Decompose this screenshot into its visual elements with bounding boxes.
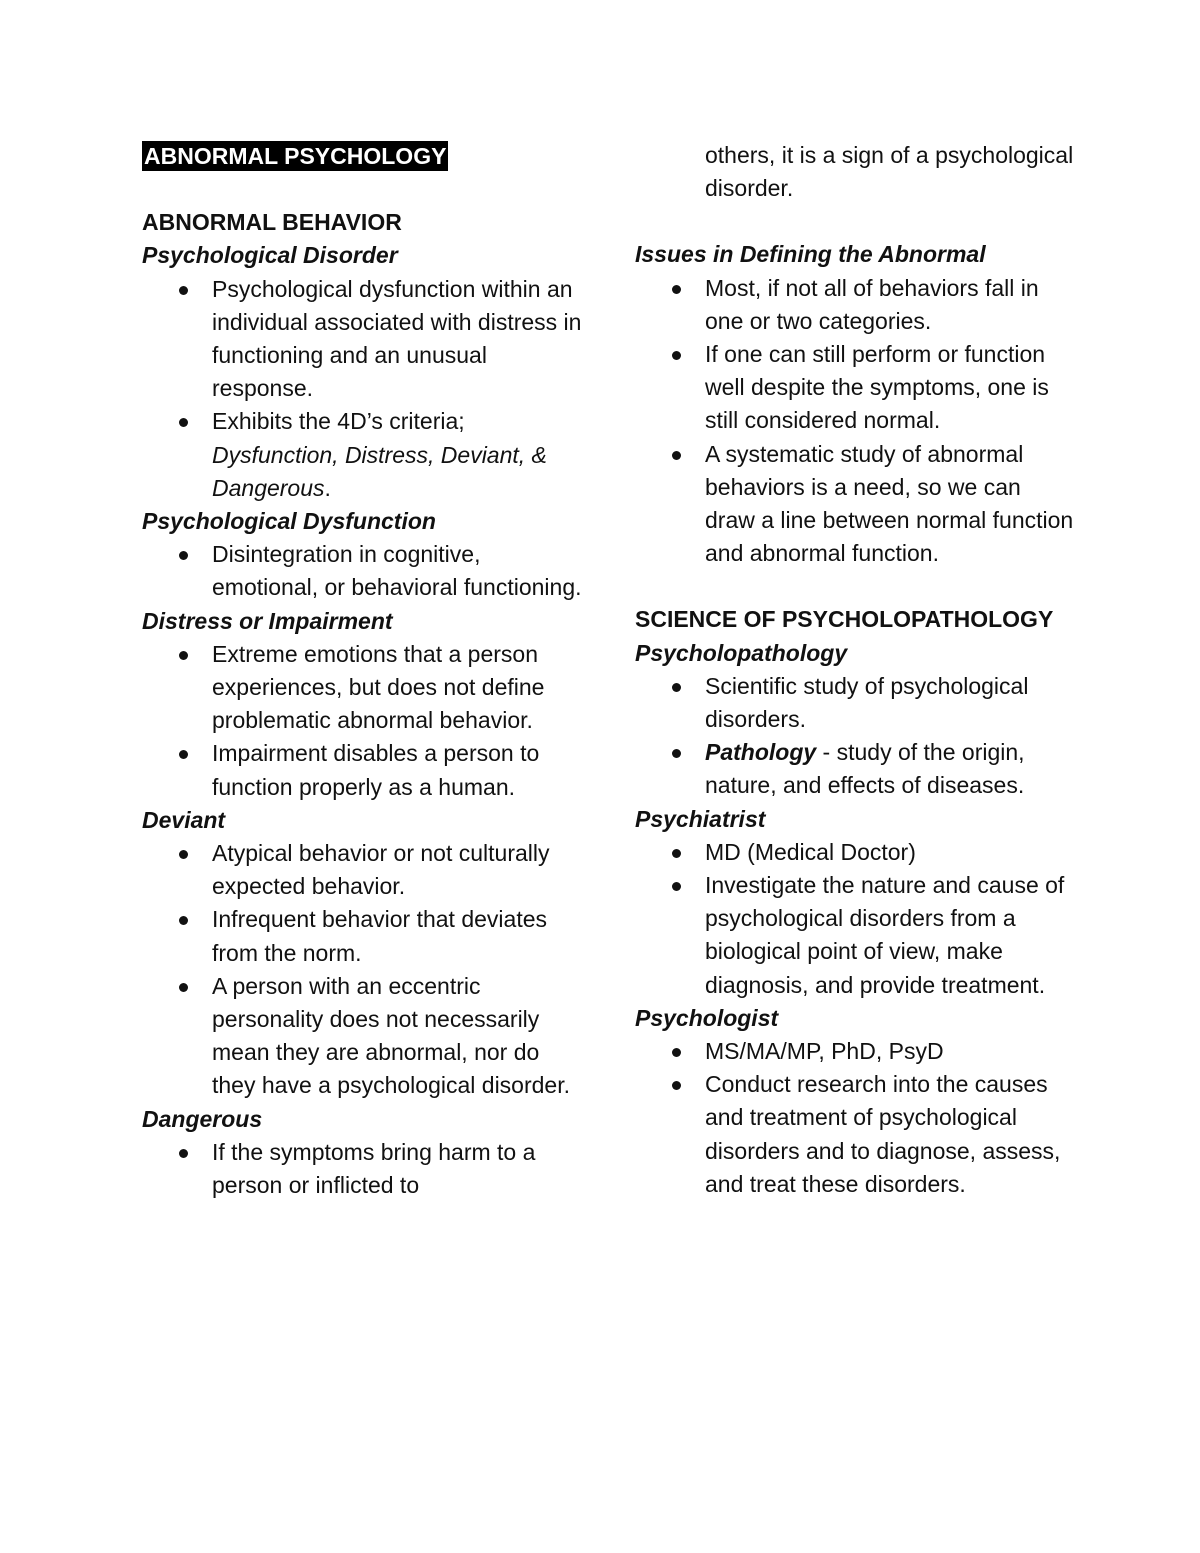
title-row — [142, 139, 582, 173]
list-item: A person with an eccentric personality does not necessarily mean they are abnormal, nor do they have a psychological disorder. — [212, 970, 582, 1103]
list-item: Investigate the nature and cause of psychological disorders from a biological point of view, make diagnosis, and provide treatment. — [705, 869, 1075, 1002]
spacer — [635, 570, 1075, 603]
list-item: Impairment disables a person to function properly as a human. — [212, 737, 582, 803]
list-item: Most, if not all of behaviors fall in one or two categories. — [705, 272, 1075, 338]
list-item: If one can still perform or function well despite the symptoms, one is still considered normal. — [705, 338, 1075, 438]
list-psychological-dysfunction — [142, 538, 582, 604]
spacer — [635, 205, 1075, 238]
list-deviant — [142, 837, 582, 1103]
heading-psychiatrist: Psychiatrist — [635, 805, 766, 832]
list-item-italic-text: Dysfunction, Distress, Deviant, & Dangerous — [212, 441, 547, 501]
list-item: MS/MA/MP, PhD, PsyD — [705, 1035, 1075, 1068]
heading-psychological-disorder: Psychological Disorder — [142, 242, 398, 269]
right-column — [635, 139, 1075, 1201]
list-item: Scientific study of psychological disorders. — [705, 670, 1075, 736]
list-item — [705, 736, 1075, 802]
heading-psychopathology: Psycholopathology — [635, 639, 848, 666]
list-item: Psychological dysfunction within an individual associated with distress in functioning and an unusual response. — [212, 273, 582, 406]
heading-distress-or-impairment: Distress or Impairment — [142, 607, 393, 634]
list-psychological-disorder — [142, 273, 582, 505]
list-item: A systematic study of abnormal behaviors is a need, so we can draw a line between normal function and abnormal function. — [705, 438, 1075, 571]
list-item-text: Exhibits the 4D’s criteria; — [212, 408, 465, 435]
list-distress-or-impairment — [142, 638, 582, 804]
spacer — [142, 173, 582, 206]
list-item: Atypical behavior or not culturally expected behavior. — [212, 837, 582, 903]
list-item — [212, 405, 582, 505]
document-title: ABNORMAL PSYCHOLOGY — [144, 143, 447, 169]
list-issues-defining-abnormal — [635, 272, 1075, 571]
list-psychologist — [635, 1035, 1075, 1201]
heading-deviant: Deviant — [142, 806, 226, 833]
list-psychopathology — [635, 670, 1075, 803]
list-item: If the symptoms bring harm to a person or inflicted to — [212, 1136, 582, 1202]
list-item-continuation: others, it is a sign of a psychological disorder. — [705, 142, 1074, 202]
list-psychiatrist — [635, 836, 1075, 1002]
left-column — [142, 139, 582, 1202]
list-dangerous — [142, 1136, 582, 1202]
list-item: Disintegration in cognitive, emotional, or behavioral functioning. — [212, 538, 582, 604]
list-item: Extreme emotions that a person experiences, but does not define problematic abnormal behavior. — [212, 638, 582, 738]
section-heading-science-of-psychopathology: SCIENCE OF PSYCHOLOPATHOLOGY — [635, 606, 1054, 633]
list-item-text: - study of the origin, nature, and effects of diseases. — [705, 739, 1025, 799]
list-item: Infrequent behavior that deviates from the norm. — [212, 903, 582, 969]
heading-issues-defining-abnormal: Issues in Defining the Abnormal — [635, 241, 986, 268]
list-item-text-end: . — [324, 474, 331, 501]
heading-dangerous: Dangerous — [142, 1105, 263, 1132]
section-heading-abnormal-behavior: ABNORMAL BEHAVIOR — [142, 209, 402, 236]
heading-psychologist: Psychologist — [635, 1004, 779, 1031]
list-item: Conduct research into the causes and treatment of psychological disorders and to diagnose, assess, and treat these disorders. — [705, 1068, 1075, 1201]
list-item: MD (Medical Doctor) — [705, 836, 1075, 869]
heading-psychological-dysfunction: Psychological Dysfunction — [142, 508, 436, 535]
term-pathology: Pathology — [705, 739, 817, 766]
